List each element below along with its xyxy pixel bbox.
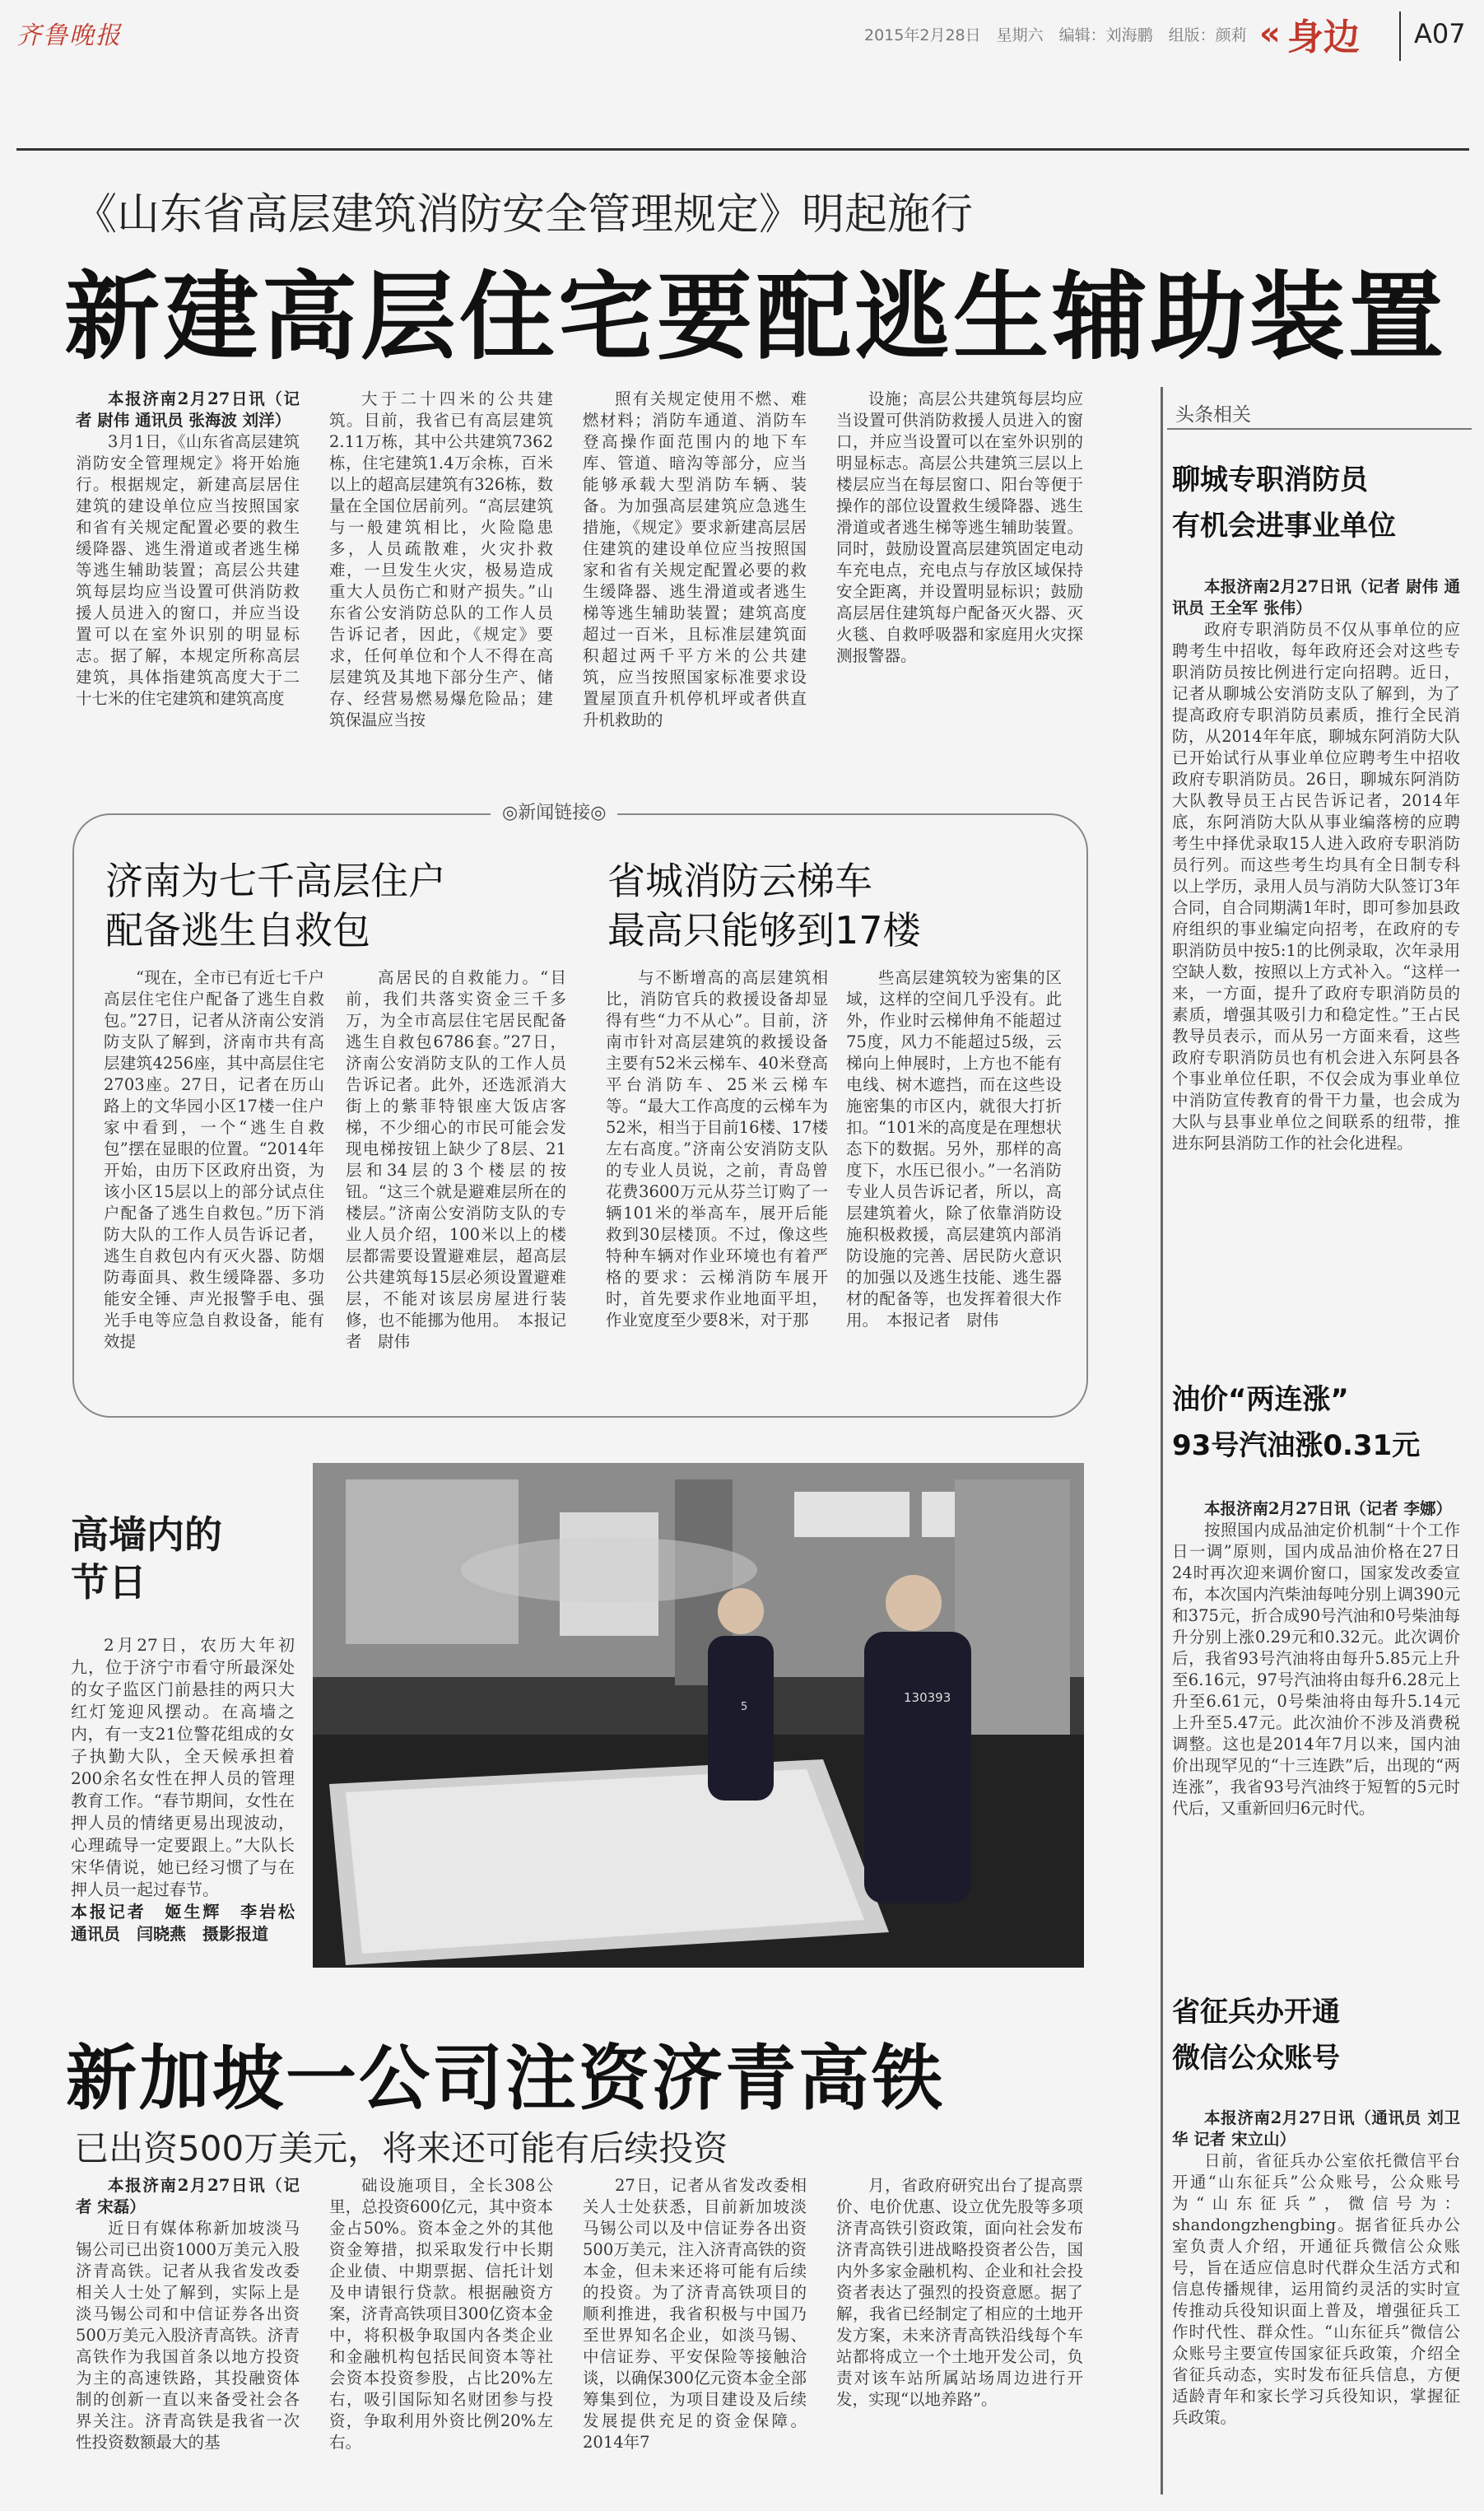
news-link-right-headline-line-2: 最高只能够到17楼	[607, 908, 921, 953]
feature-title-line-2: 节日	[71, 1560, 147, 1605]
sidebar-story-1-headline	[1172, 457, 1396, 549]
sidebar-story-1-body	[1172, 576, 1460, 1325]
second-story-col-2	[329, 2175, 553, 2500]
news-link-left-headline-line-2: 配备逃生自救包	[105, 908, 370, 953]
main-story-text-4: 设施；高层公共建筑每层均应当设置可供消防救援人员进入的窗口，并应当设置可以在室外识别的明显标志。高层公共建筑三层以上楼层应当在每层窗口、阳台等便于操作的部位设置救生缓降器、逃生滑道或者逃生梯等逃生辅助装置。同时，鼓励设置高层建筑固定电动车充电点，充电点与存放区域保持安全距离，并设置明显标识；鼓励高层居住建筑每户配备灭火器、灭火毯、自救呼吸器和家庭用火灾探测报警器。	[836, 389, 1083, 665]
second-headline: 新加坡一公司注资济青高铁	[66, 2038, 945, 2120]
sidebar-story-2-text: 按照国内成品油定价机制“十个工作日一调”原则，国内成品油价格在27日24时再次迎来调价窗口，国家发改委宣布，本次国内汽柴油每吨分别上调390元和375元，折合成90号汽油和0号柴油每升分别上涨0.29元和0.32元。此次调价后，我省93号汽油将由每升5.85元上升至6.16元，97号汽油将由每升6.28元上升至6.61元，0号柴油将由每升5.14元上升至5.47元。此次油价不涉及消费税调整。这也是2014年7月以来，国内油价出现罕见的“十三连跌”后，出现的“两连涨”，我省93号汽油终于短暂的5元时代后，又重新回归6元时代。	[1172, 1521, 1460, 1818]
sidebar-label: 头条相关	[1175, 404, 1251, 426]
main-kicker: 《山东省高层建筑消防安全管理规定》明起施行	[74, 190, 974, 240]
second-story-byline: 本报济南2月27日讯（记者 宋磊）	[76, 2176, 300, 2216]
news-link-left-headline-line-1: 济南为七千高层住户	[105, 859, 446, 903]
main-story-text-1: 3月1日，《山东省高层建筑消防安全管理规定》将开始施行。根据规定，新建高层居住建筑的建设单位应当按照国家和省有关规定配置必要的救生缓降器、逃生滑道或者逃生梯等逃生辅助装置；高层公共建筑每层均应当设置可供消防救援人员进入的窗口，并应当设置可以在室外识别的明显标志。据了解，本规定所称高层建筑，具体指建筑高度大于二十七米的住宅建筑和建筑高度	[76, 432, 300, 708]
sidebar-story-1-headline-line-1: 聊城专职消防员	[1172, 464, 1368, 496]
second-story-text-3: 27日，记者从省发改委相关人士处获悉，目前新加坡淡马锡公司以及中信证券各出资500万美元，注入济青高铁的资本金，但未来还将可能有后续的投资。为了济青高铁项目的顺利推进，我省积极与中国乃至世界知名企业，如淡马锡、中信证券、平安保险等接触洽谈，以确保300亿元资本金全部筹集到位，为项目建设及后续发展提供充足的资金保障。2014年7	[583, 2176, 807, 2452]
second-story-col-4	[836, 2175, 1083, 2500]
sidebar-story-2-byline: 本报济南2月27日讯（记者 李娜）	[1204, 1499, 1452, 1518]
masthead-divider	[1399, 12, 1401, 61]
sidebar-story-2-headline-line-1: 油价“两连涨”	[1172, 1383, 1349, 1416]
sidebar-story-3-headline	[1172, 1989, 1340, 2081]
second-story-col-1	[76, 2175, 300, 2500]
main-headline: 新建高层住宅要配逃生辅助装置	[64, 262, 1447, 373]
sidebar-story-1-byline: 本报济南2月27日讯（记者 尉伟 通讯员 王全军 张伟）	[1172, 577, 1460, 617]
feature-title-line-1: 高墙内的	[71, 1512, 222, 1557]
sidebar-label-rule	[1167, 428, 1472, 430]
feature-caption	[71, 1634, 311, 1945]
page-number: A07	[1414, 18, 1466, 49]
main-story-text-2: 大于二十四米的公共建筑。目前，我省已有高层建筑2.11万栋，其中公共建筑7362栋，住宅建筑1.4万余栋，百米以上的超高层建筑有326栋，数量在全国位居前列。“高层建筑与一般建筑相比，火险隐患多，人员疏散难，火灾扑救难，一旦发生火灾，极易造成重大人员伤亡和财产损失。”山东省公安消防总队的工作人员告诉记者，因此，《规定》要求，任何单位和个人不得在高层建筑及其地下部分生产、储存、经营易燃易爆危险品；建筑保温应当按	[329, 389, 553, 729]
feature-title	[71, 1511, 222, 1606]
sidebar-divider	[1161, 387, 1163, 2495]
main-story-col-1	[76, 389, 300, 784]
chevron-left-icon: «	[1259, 15, 1281, 53]
sidebar-story-2-headline-line-2: 93号汽油涨0.31元	[1172, 1429, 1421, 1462]
second-story-text-4: 月，省政府研究出台了提高票价、电价优惠、设立优先股等多项济青高铁引资政策，面向社会发布济青高铁引进战略投资者公告，国内外多家金融机构、企业和社会投资者表达了强烈的投资意愿。据了解，我省已经制定了相应的土地开发方案，未来济青高铁沿线每个车站都将成立一个土地开发公司，负责对该车站所属站场周边进行开发，实现“以地养路”。	[836, 2176, 1083, 2409]
main-story-byline: 本报济南2月27日讯（记者 尉伟 通讯员 张海波 刘洋）	[76, 389, 300, 430]
news-link-right-text-2: 些高层建筑较为密集的区域，这样的空间几乎没有。此外，作业时云梯伸角不能超过75度，风力不能超过5级，云梯向上伸展时，上方也不能有电线、树木遮挡，而在这些设施密集的市区内，就很大打折扣。“101米的高度是在理想状态下的数据。另外，那样的高度下，水压已很小。”一名消防专业人员告诉记者，所以，高层建筑着火，除了依靠消防设施积极救援，高层建筑内部消防设施的完善、居民防火意识的加强以及逃生技能、逃生器材的配备等，也发挥着很大作用。 本报记者 尉伟	[846, 968, 1062, 1330]
sidebar-story-3-byline: 本报济南2月27日讯（通讯员 刘卫华 记者 宋立山）	[1172, 2108, 1460, 2149]
sidebar-story-3-headline-line-2: 微信公众账号	[1172, 2042, 1340, 2075]
masthead-rule	[16, 148, 1469, 151]
sidebar-story-1-headline-line-2: 有机会进事业单位	[1172, 510, 1396, 543]
issue-info: 2015年2月28日 星期六 编辑：刘海鹏 组版：颜莉	[864, 26, 1247, 44]
news-link-left-col-2	[346, 967, 566, 1391]
feature-photo	[313, 1463, 1084, 1968]
news-link-right-col-2	[846, 967, 1062, 1391]
newspaper-logo: 齐鲁晚报	[16, 21, 122, 50]
main-story-col-4	[836, 389, 1083, 784]
news-link-right-headline	[607, 856, 921, 955]
second-subhead: 已出资500万美元，将来还可能有后续投资	[74, 2128, 728, 2169]
officer-badge-right: 130393	[904, 1690, 951, 1705]
news-link-right-col-1	[606, 967, 828, 1391]
main-story-col-2	[329, 389, 553, 784]
section-badge	[1259, 8, 1383, 59]
sidebar-story-3-body	[1172, 2108, 1460, 2501]
main-story-col-3	[583, 389, 807, 784]
news-link-right-headline-line-1: 省城消防云梯车	[607, 859, 872, 903]
sidebar-story-1-text: 政府专职消防员不仅从事单位的应聘考生中招收，每年政府还会对这些专职消防员按比例进行定向招聘。近日，记者从聊城公安消防支队了解到，为了提高政府专职消防员素质，推行全民消防，从2014年年底，聊城东阿消防大队已开始试行从事业单位应聘考生中招收政府专职消防员。26日，聊城东阿消防大队教导员王占民告诉记者，2014年底，东阿消防大队从事业编落榜的应聘考生中择优录取15人进入政府专职消防员行列。而这些考生均具有全日制专科以上学历，录用人员与消防大队签订3年合同，自合同期满1年时，即可参加县政府组织的事业编定向招考，在政府的专职消防员中按5:1的比例录取，次年录用空缺人数，按照以上方式补入。“这样一来，一方面，提升了政府专职消防员的素质，增强其吸引力和稳定性。”王占民教导员表示，而从另一方面来看，这些政府专职消防员也有机会进入东阿县各个事业单位任职，不仅会成为事业单位中消防宣传教育的骨干力量，也会成为大队与县事业单位之间联系的纽带，推进东阿县消防工作的社会化进程。	[1172, 620, 1460, 1153]
second-story-col-3	[583, 2175, 807, 2500]
section-name: 身边	[1286, 16, 1360, 58]
feature-photo-illustration	[313, 1463, 1084, 1968]
main-story-text-3: 照有关规定使用不燃、难燃材料；消防车通道、消防车登高操作面范围内的地下车库、管道、暗沟等部分，应当能够承载大型消防车辆、装备。为加强高层建筑应急逃生措施，《规定》要求新建高层居住建筑的建设单位应当按照国家和省有关规定配置必要的救生缓降器、逃生滑道或者逃生梯等逃生辅助装置；建筑高度超过一百米，且标准层建筑面积超过两千平方米的公共建筑，应当按照国家标准要求设置屋顶直升机停机坪或者供直升机救助的	[583, 389, 807, 729]
news-link-title: ◎新闻链接◎	[491, 799, 617, 824]
news-link-left-text-2: 高居民的自救能力。“目前，我们共落实资金三千多万，为全市高层住宅居民配备逃生自救包6786套。”27日，济南公安消防支队的工作人员告诉记者。此外，还选派消大街上的紫菲特银座大饭店客梯，不少细心的市民可能会发现电梯按钮上缺少了8层、21层和34层的3个楼层的按钮。“这三个就是避难层所在的楼层。”济南公安消防支队的专业人员介绍，100米以上的楼层都需要设置避难层，超高层公共建筑每15层必须设置避难层，不能对该层房屋进行装修，也不能挪为他用。 本报记者 尉伟	[346, 968, 566, 1351]
feature-caption-text: 2月27日，农历大年初九，位于济宁市看守所最深处的女子监区门前悬挂的两只大红灯笼迎风摆动。在高墙之内，有一支21位警花组成的女子执勤大队，全天候承担着200余名女性在押人员的管理教育工作。“春节期间，女性在押人员的情绪更易出现波动，心理疏导一定要跟上。”大队长宋华倩说，她已经习惯了与在押人员一起过春节。	[71, 1635, 295, 1899]
second-story-text-1: 近日有媒体称新加坡淡马锡公司已出资1000万美元入股济青高铁。记者从我省发改委相关人士处了解到，实际上是淡马锡公司和中信证券各出资500万美元入股济青高铁。济青高铁作为我国首条以地方投资为主的高速铁路，其投融资体制的创新一直以来备受社会各界关注。济青高铁是我省一次性投资数额最大的基	[76, 2219, 300, 2452]
sidebar-story-3-text: 日前，省征兵办公室依托微信平台开通“山东征兵”公众账号，公众账号为“山东征兵”，微信号为：shandongzhengbing。据省征兵办公室负责人介绍，开通征兵微信公众账号，旨在适应信息时代群众生活方式和信息传播规律，运用简约灵活的实时宣传推动兵役知识面上普及，增强征兵工作时代性、群众性。“山东征兵”微信公众账号主要宣传国家征兵政策，介绍全省征兵动态，实时发布征兵信息，方便适龄青年和家长学习兵役知识，掌握征兵政策。	[1172, 2151, 1460, 2427]
second-story-text-2: 础设施项目，全长308公里，总投资600亿元，其中资本金占50%。资本金之外的其他资金筹措，拟采取发行中长期企业债、中期票据、信托计划及申请银行贷款。根据融资方案，济青高铁项目300亿资本金中，将积极争取国内各类企业和金融机构包括民间资本等社会资本投资参股，占比20%左右，吸引国际知名财团参与投资，争取利用外资比例20%左右。	[329, 2176, 553, 2452]
sidebar-story-2-headline	[1172, 1377, 1420, 1469]
sidebar-story-3-headline-line-1: 省征兵办开通	[1172, 1996, 1340, 2029]
feature-credit: 本报记者 姬生辉 李岩松 通讯员 闫晓燕 摄影报道	[71, 1902, 311, 1944]
news-link-left-headline	[105, 856, 446, 955]
officer-badge-left: 5	[741, 1701, 748, 1713]
sidebar-story-2-body	[1172, 1498, 1460, 1959]
news-link-right-text-1: 与不断增高的高层建筑相比，消防官兵的救援设备却显得有些“力不从心”。目前，济南市针对高层建筑的救援设备主要有52米云梯车、40米登高平台消防车、25米云梯车等。“最大工作高度的云梯车为52米，相当于目前16楼、17楼左右高度。”济南公安消防支队的专业人员说，之前，青岛曾花费3600万元从芬兰订购了一辆101米的举高车，展开后能救到30层楼顶。不过，像这些特种车辆对作业环境也有着严格的要求：云梯消防车展开时，首先要求作业地面平坦，作业宽度至少要8米，对于那	[606, 968, 828, 1330]
news-link-left-text-1: “现在，全市已有近七千户高层住宅住户配备了逃生自救包。”27日，记者从济南公安消防支队了解到，济南市共有高层建筑4256座，其中高层住宅2703座。27日，记者在历山路上的文华园小区17楼一住户家中看到，一个“逃生自救包”摆在显眼的位置。“2014年开始，由历下区政府出资，为该小区15层以上的部分试点住户配备了逃生自救包。”历下消防大队的工作人员告诉记者，逃生自救包内有灭火器、防烟防毒面具、救生缓降器、多功能安全锤、声光报警手电、强光手电等应急自救设备，能有效提	[104, 968, 324, 1351]
news-link-left-col-1	[104, 967, 324, 1391]
